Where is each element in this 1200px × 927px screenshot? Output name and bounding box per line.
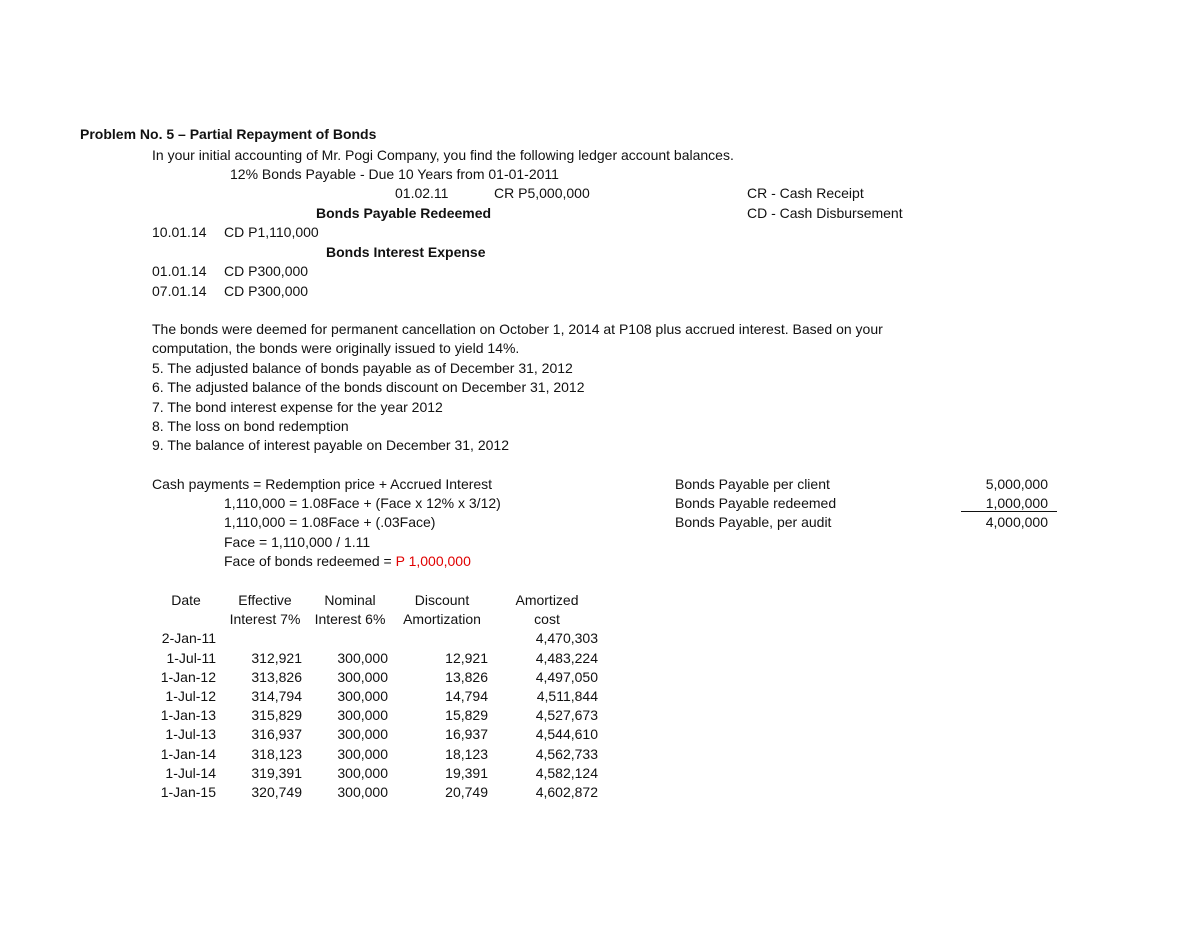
table-cell-discount: 13,826 (445, 669, 488, 685)
table-cell-date: 1-Jan-14 (160, 746, 216, 762)
table-cell-date: 1-Jan-15 (160, 784, 216, 800)
table-cell-nominal: 300,000 (337, 707, 388, 723)
table-cell-amortized: 4,497,050 (535, 669, 598, 685)
header-nominal: Interest 6% (314, 611, 386, 627)
table-cell-date: 1-Jul-13 (165, 726, 216, 742)
table-cell-effective: 313,826 (251, 669, 302, 685)
header-discount: Amortization (403, 611, 481, 627)
table-cell-date: 1-Jan-12 (160, 669, 216, 685)
bonds-payable-entry-date: 01.02.11 (395, 185, 449, 201)
solution-line: 1,110,000 = 1.08Face + (Face x 12% x 3/12) (224, 495, 501, 511)
table-cell-discount: 18,123 (445, 746, 488, 762)
question-item: 5. The adjusted balance of bonds payable as of December 31, 2012 (152, 360, 573, 376)
intro-text: In your initial accounting of Mr. Pogi Company, you find the following ledger account balances. (152, 147, 734, 163)
face-redeemed-label: Face of bonds redeemed = (224, 553, 396, 569)
summary-value: 5,000,000 (985, 476, 1048, 492)
table-cell-date: 1-Jul-14 (165, 765, 216, 781)
table-cell-discount: 16,937 (445, 726, 488, 742)
table-cell-date: 1-Jul-11 (166, 650, 216, 666)
table-cell-nominal: 300,000 (337, 650, 388, 666)
solution-line: 1,110,000 = 1.08Face + (.03Face) (224, 514, 436, 530)
table-cell-amortized: 4,511,844 (536, 688, 598, 704)
summary-value: 4,000,000 (985, 514, 1048, 530)
table-cell-amortized: 4,562,733 (535, 746, 598, 762)
table-cell-nominal: 300,000 (337, 746, 388, 762)
table-cell-nominal: 300,000 (337, 669, 388, 685)
table-cell-effective: 319,391 (251, 765, 302, 781)
header-discount: Discount (414, 592, 470, 608)
table-cell-effective: 315,829 (251, 707, 302, 723)
interest-entry-date: 07.01.14 (152, 283, 207, 299)
table-cell-discount: 14,794 (445, 688, 488, 704)
header-effective: Effective (238, 592, 292, 608)
table-cell-amortized: 4,582,124 (535, 765, 598, 781)
table-cell-effective: 320,749 (251, 784, 302, 800)
table-cell-discount: 20,749 (445, 784, 488, 800)
table-cell-discount: 12,921 (445, 650, 488, 666)
question-item: 9. The balance of interest payable on December 31, 2012 (152, 437, 509, 453)
page-title: Problem No. 5 – Partial Repayment of Bonds (80, 126, 377, 142)
narrative-line: computation, the bonds were originally issued to yield 14%. (152, 340, 520, 356)
solution-line: Cash payments = Redemption price + Accrued Interest (152, 476, 493, 492)
bonds-payable-account-title: 12% Bonds Payable - Due 10 Years from 01-01-2011 (230, 166, 559, 182)
header-amortized: Amortized (515, 592, 579, 608)
table-cell-date: 2-Jan-11 (161, 630, 216, 646)
table-cell-effective: 318,123 (251, 746, 302, 762)
table-cell-amortized: 4,527,673 (535, 707, 598, 723)
narrative-line: The bonds were deemed for permanent cancellation on October 1, 2014 at P108 plus accrued interest. Based on your (152, 321, 883, 337)
table-cell-amortized: 4,470,303 (535, 630, 598, 646)
header-effective: Interest 7% (229, 611, 301, 627)
question-item: 6. The adjusted balance of the bonds discount on December 31, 2012 (152, 379, 585, 395)
table-cell-date: 1-Jul-12 (165, 688, 216, 704)
table-cell-date: 1-Jan-13 (160, 707, 216, 723)
redeemed-entry-date: 10.01.14 (152, 224, 207, 240)
question-item: 7. The bond interest expense for the year 2012 (152, 399, 443, 415)
table-cell-nominal: 300,000 (337, 784, 388, 800)
table-cell-discount: 15,829 (445, 707, 488, 723)
bonds-payable-entry-value: CR P5,000,000 (494, 185, 590, 201)
redeemed-account-title: Bonds Payable Redeemed (316, 205, 492, 221)
face-redeemed-value: P 1,000,000 (395, 553, 471, 569)
table-cell-effective: 314,794 (251, 688, 302, 704)
table-cell-nominal: 300,000 (337, 726, 388, 742)
table-cell-discount: 19,391 (445, 765, 488, 781)
header-amortized: cost (534, 611, 560, 627)
table-cell-nominal: 300,000 (337, 765, 388, 781)
table-cell-effective: 316,937 (251, 726, 302, 742)
summary-value: 1,000,000 (985, 495, 1048, 511)
redeemed-entry-value: CD P1,110,000 (224, 224, 319, 240)
legend-cd: CD - Cash Disbursement (747, 205, 903, 221)
question-item: 8. The loss on bond redemption (152, 418, 349, 434)
table-cell-amortized: 4,544,610 (535, 726, 598, 742)
summary-label: Bonds Payable, per audit (675, 514, 832, 530)
header-date: Date (171, 592, 201, 608)
table-cell-amortized: 4,602,872 (535, 784, 598, 800)
summary-underline (961, 511, 1057, 512)
interest-entry-date: 01.01.14 (152, 263, 207, 279)
table-cell-nominal: 300,000 (337, 688, 388, 704)
legend-cr: CR - Cash Receipt (747, 185, 864, 201)
face-redeemed-line (224, 553, 471, 569)
interest-account-title: Bonds Interest Expense (326, 244, 486, 260)
table-cell-amortized: 4,483,224 (535, 650, 598, 666)
summary-label: Bonds Payable redeemed (675, 495, 837, 511)
interest-entry-value: CD P300,000 (224, 263, 309, 279)
interest-entry-value: CD P300,000 (224, 283, 309, 299)
summary-label: Bonds Payable per client (675, 476, 830, 492)
table-cell-effective: 312,921 (251, 650, 302, 666)
header-nominal: Nominal (324, 592, 376, 608)
solution-line: Face = 1,110,000 / 1.11 (224, 534, 371, 550)
